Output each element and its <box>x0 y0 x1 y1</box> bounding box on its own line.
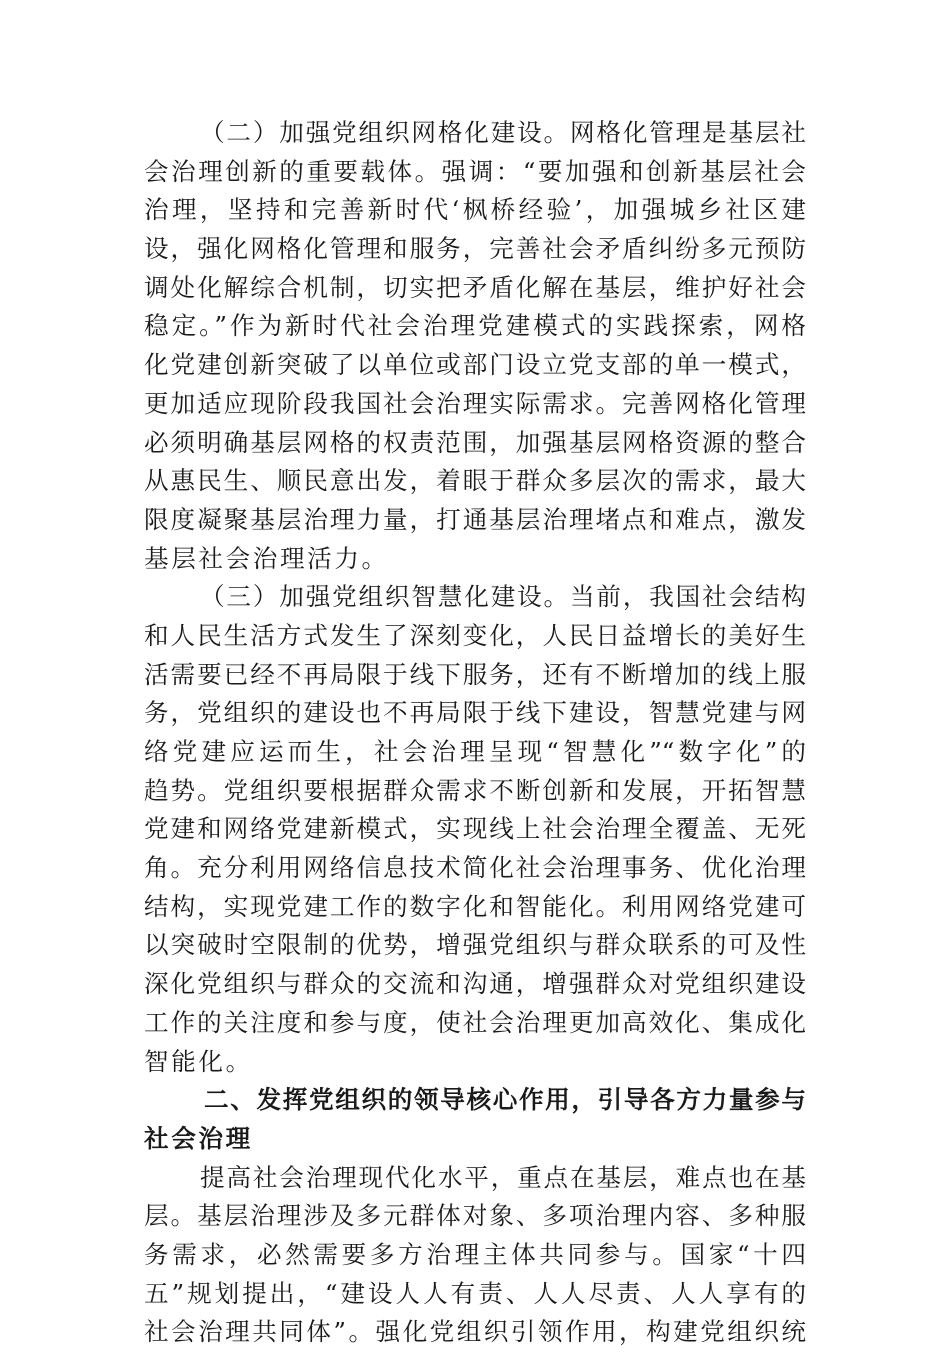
text-line: 必须明确基层网格的权责范围，加强基层网格资源的整合 <box>144 427 806 457</box>
text-line: 更加适应现阶段我国社会治理实际需求。完善网格化管理 <box>144 388 806 418</box>
text-line: 结构，实现党建工作的数字化和智能化。利用网络党建可 <box>144 891 806 921</box>
text-line: 务，党组织的建设也不再局限于线下建设，智慧党建与网 <box>144 698 806 728</box>
text-line: 和人民生活方式发生了深刻变化，人民日益增长的美好生 <box>144 620 806 650</box>
text-line: 层。基层治理涉及多元群体对象、多项治理内容、多种服 <box>144 1201 806 1231</box>
text-line: 提高社会治理现代化水平，重点在基层，难点也在基 <box>200 1162 806 1192</box>
text-line: 以突破时空限制的优势，增强党组织与群众联系的可及性 <box>144 930 806 960</box>
text-line: 趋势。党组织要根据群众需求不断创新和发展，开拓智慧 <box>144 775 806 805</box>
text-line: 从惠民生、顺民意出发，着眼于群众多层次的需求，最大 <box>144 466 806 496</box>
text-line: 会治理创新的重要载体。强调：“要加强和创新基层社会 <box>144 156 806 186</box>
text-line: 基层社会治理活力。 <box>144 543 389 573</box>
text-line: 化党建创新突破了以单位或部门设立党支部的单一模式， <box>144 350 806 380</box>
text-line: 五”规划提出，“建设人人有责、人人尽责、人人享有的 <box>144 1278 806 1308</box>
paragraph-section-intro <box>144 1159 806 1352</box>
text-line: 工作的关注度和参与度，使社会治理更加高效化、集成化 <box>144 1007 806 1037</box>
text-line: 角。充分利用网络信息技术简化社会治理事务、优化治理 <box>144 853 806 883</box>
text-line: （二）加强党组织网格化建设。网格化管理是基层社 <box>200 118 806 147</box>
text-line: 社会治理共同体”。强化党组织引领作用，构建党组织统 <box>144 1317 806 1347</box>
paragraph-smart-building <box>144 578 806 1081</box>
text-line: 治理，坚持和完善新时代‘枫桥经验’，加强城乡社区建 <box>144 195 806 225</box>
heading-line: 二、发挥党组织的领导核心作用，引导各方力量参与 <box>204 1085 806 1115</box>
text-line: 络党建应运而生，社会治理呈现“智慧化”“数字化”的 <box>144 737 806 766</box>
text-line: 调处化解综合机制，切实把矛盾化解在基层，维护好社会 <box>144 272 806 302</box>
heading-line: 社会治理 <box>144 1123 253 1153</box>
document-page <box>144 114 806 1352</box>
text-line: 深化党组织与群众的交流和沟通，增强群众对党组织建设 <box>144 969 806 999</box>
text-line: 限度凝聚基层治理力量，打通基层治理堵点和难点，激发 <box>144 504 806 534</box>
paragraph-grid-building <box>144 114 806 578</box>
text-line: 活需要已经不再局限于线下服务，还有不断增加的线上服 <box>144 659 806 689</box>
text-line: 设，强化网格化管理和服务，完善社会矛盾纠纷多元预防 <box>144 234 806 264</box>
text-line: 务需求，必然需要多方治理主体共同参与。国家“十四 <box>144 1239 806 1269</box>
text-line: （三）加强党组织智慧化建设。当前，我国社会结构 <box>200 582 806 612</box>
text-line: 稳定。”作为新时代社会治理党建模式的实践探索，网格 <box>144 311 806 341</box>
section-heading <box>144 1081 806 1158</box>
text-line: 党建和网络党建新模式，实现线上社会治理全覆盖、无死 <box>144 814 806 844</box>
text-line: 智能化。 <box>144 1046 253 1076</box>
